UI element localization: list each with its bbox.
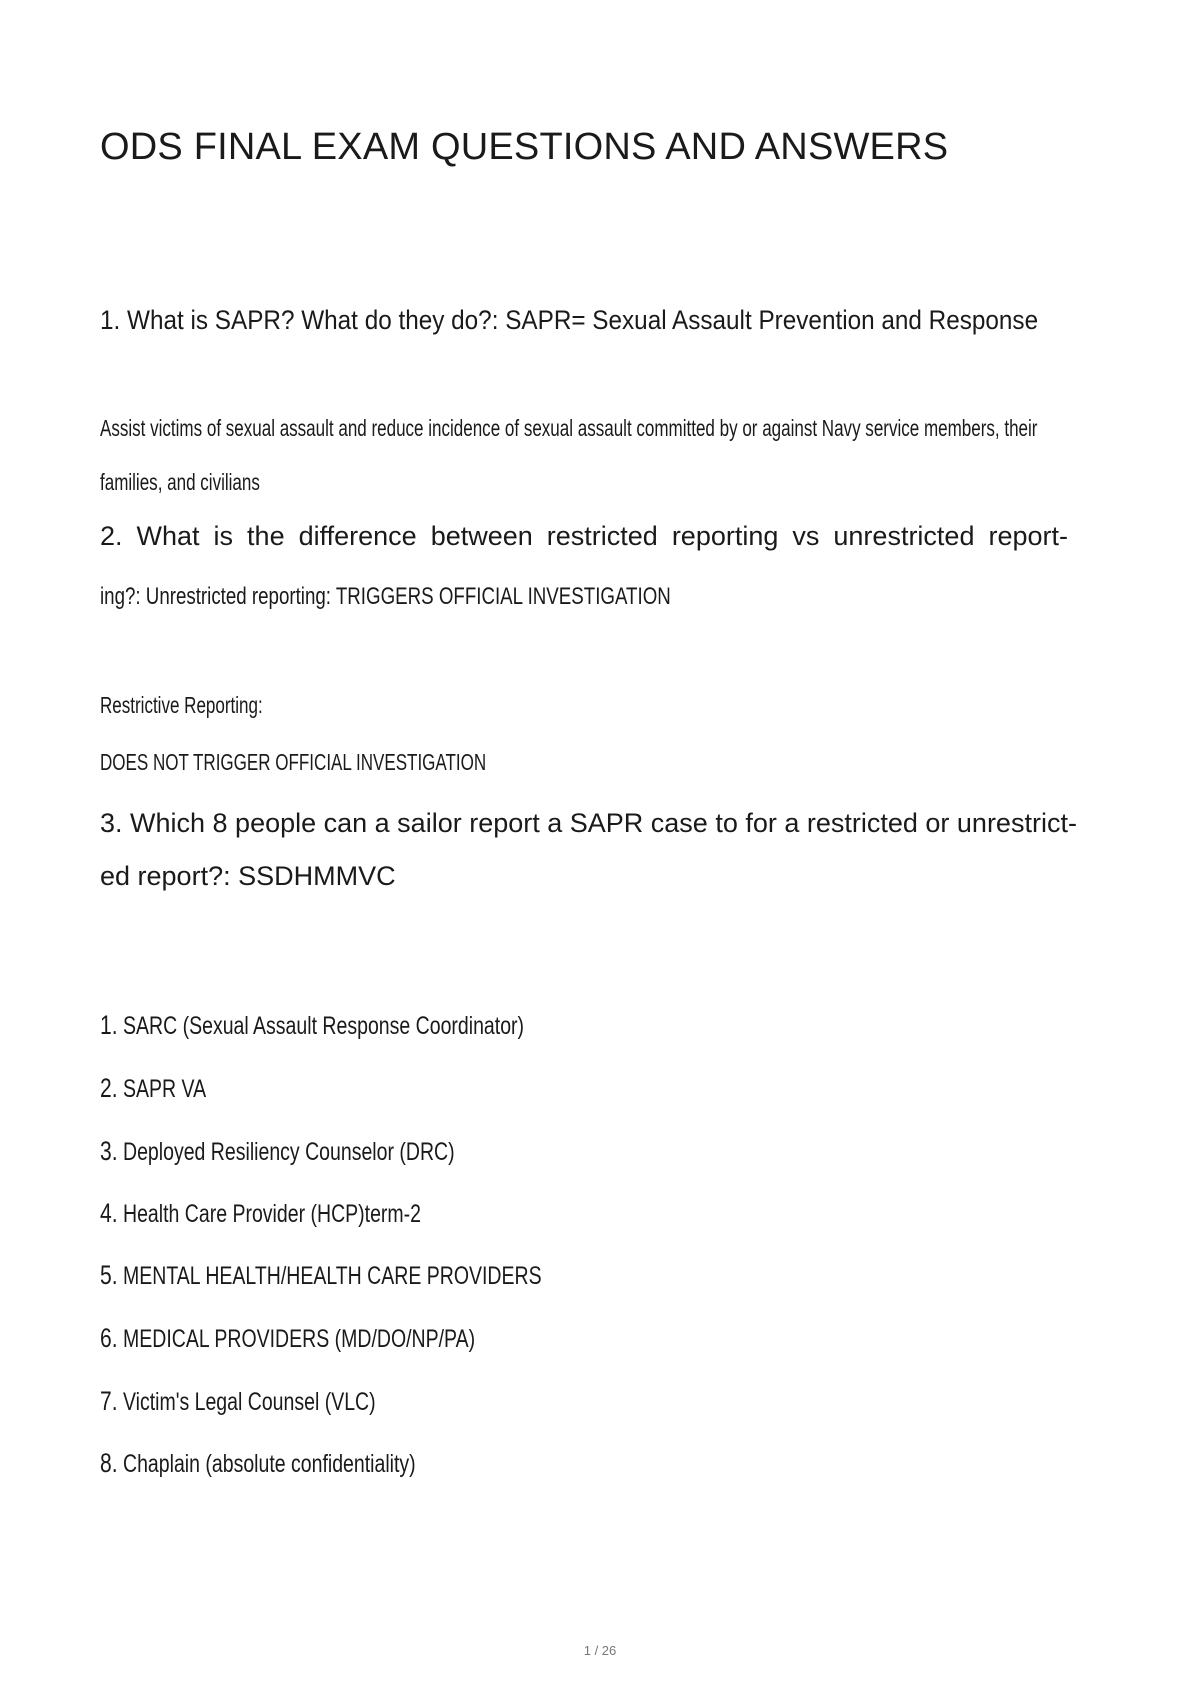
list-item-text: SAPR VA bbox=[122, 1075, 207, 1103]
list-item-number: 1. bbox=[100, 1010, 118, 1040]
question-1-answer-line-2: families, and civilians bbox=[100, 469, 260, 495]
document-title: ODS FINAL EXAM QUESTIONS AND ANSWERS bbox=[100, 126, 949, 168]
list-item-text: Health Care Provider (HCP)term-2 bbox=[122, 1200, 421, 1228]
list-item bbox=[100, 1260, 542, 1291]
list-item-text: Deployed Resiliency Counselor (DRC) bbox=[122, 1138, 455, 1166]
list-item-text: MENTAL HEALTH/HEALTH CARE PROVIDERS bbox=[122, 1262, 542, 1290]
list-item-number: 7. bbox=[100, 1386, 118, 1416]
question-3-line-1: 3. Which 8 people can a sailor report a SAPR case to for a restricted or unrestrict- bbox=[100, 808, 1077, 838]
list-item bbox=[100, 1073, 206, 1104]
list-item bbox=[100, 1448, 416, 1479]
list-item-text: Victim's Legal Counsel (VLC) bbox=[122, 1388, 376, 1416]
restricted-reporting-answer: DOES NOT TRIGGER OFFICIAL INVESTIGATION bbox=[100, 749, 487, 775]
question-2-line-1: 2. What is the difference between restricted reporting vs unrestricted report- bbox=[100, 521, 1068, 551]
restricted-reporting-label: Restrictive Reporting: bbox=[100, 692, 263, 718]
list-item-number: 5. bbox=[100, 1260, 118, 1290]
list-item-number: 8. bbox=[100, 1448, 118, 1478]
list-item bbox=[100, 1198, 421, 1229]
list-item-number: 3. bbox=[100, 1136, 118, 1166]
list-item bbox=[100, 1136, 455, 1167]
list-item bbox=[100, 1386, 376, 1417]
list-item-number: 6. bbox=[100, 1323, 118, 1353]
question-2-line-2: ing?: Unrestricted reporting: TRIGGERS OFFICIAL INVESTIGATION bbox=[100, 583, 671, 610]
question-1: 1. What is SAPR? What do they do?: SAPR= Sexual Assault Prevention and Response bbox=[100, 305, 1039, 335]
list-item-text: MEDICAL PROVIDERS (MD/DO/NP/PA) bbox=[122, 1325, 476, 1353]
list-item bbox=[100, 1323, 475, 1354]
question-1-answer-line-1: Assist victims of sexual assault and reduce incidence of sexual assault committed by or against Navy service members, their bbox=[100, 415, 1038, 441]
list-item-number: 2. bbox=[100, 1073, 118, 1103]
question-3-line-2: ed report?: SSDHMMVC bbox=[100, 861, 396, 891]
list-item-text: Chaplain (absolute confidentiality) bbox=[122, 1450, 416, 1478]
list-item bbox=[100, 1010, 524, 1041]
page-indicator: 1 / 26 bbox=[583, 1643, 617, 1658]
list-item-number: 4. bbox=[100, 1198, 118, 1228]
list-item-text: SARC (Sexual Assault Response Coordinator) bbox=[122, 1012, 525, 1040]
